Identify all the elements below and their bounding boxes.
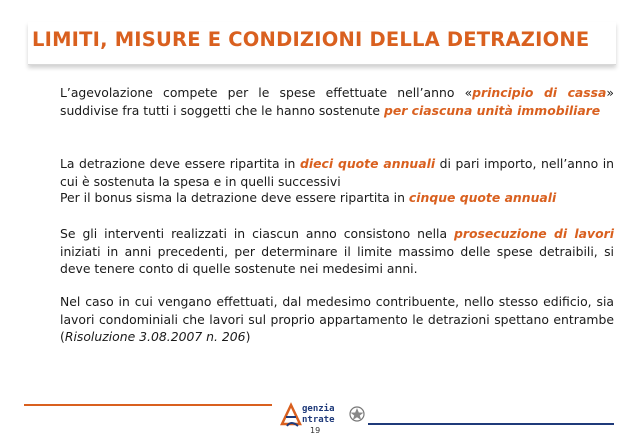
text-segment: L’agevolazione compete per le spese effettuate nell’anno « <box>60 85 473 100</box>
paragraph-dieci-quote <box>60 155 614 190</box>
text-segment: Per il bonus sisma la detrazione deve essere ripartita in <box>60 190 409 205</box>
highlight-cinque-quote-annuali: cinque quote annuali <box>408 190 557 205</box>
footer-divider-left <box>24 404 272 406</box>
highlight-prosecuzione-di-lavori: prosecuzione di lavori <box>454 226 614 241</box>
paragraph-principio-di-cassa <box>60 84 614 119</box>
logo-text-bottom: ntrate <box>302 415 335 425</box>
agenzia-entrate-logo <box>278 402 368 428</box>
text-segment: La detrazione deve essere ripartita in <box>60 156 300 171</box>
footer-divider-right <box>368 423 614 425</box>
text-segment: ) <box>245 329 251 344</box>
slide-title: LIMITI, MISURE E CONDIZIONI DELLA DETRAZIONE <box>32 28 590 51</box>
highlight-principio-di-cassa: principio di cassa <box>472 85 607 100</box>
risoluzione-reference: Risoluzione 3.08.2007 n. 206 <box>64 329 246 344</box>
text-segment: » suddivise fra tutti i soggetti che le hanno sostenute <box>60 85 614 118</box>
highlight-dieci-quote-annuali: dieci quote annuali <box>299 156 436 171</box>
text-segment: Nel caso in cui vengano effettuati, dal medesimo contribuente, nello stesso edificio, sia lavori condominiali che lavori sul proprio appartamento le detrazioni spettano entrambe ( <box>60 294 614 344</box>
page-number: 19 <box>310 426 321 435</box>
text-segment: iniziati in anni precedenti, per determinare il limite massimo delle spese detraibili, si deve tenere conto di quelle sostenute nei medesimi anni. <box>60 243 614 276</box>
text-segment: Se gli interventi realizzati in ciascun anno consistono nella <box>60 226 455 241</box>
paragraph-prosecuzione-lavori <box>60 225 614 278</box>
paragraph-lavori-condominiali <box>60 293 614 346</box>
paragraph-bonus-sisma <box>60 189 614 207</box>
title-bar <box>28 22 616 65</box>
highlight-unita-immobiliare: per ciascuna unità immobiliare <box>383 102 601 118</box>
logo-mark-icon <box>278 402 304 428</box>
emblem-icon <box>348 404 366 424</box>
logo-text-top: genzia <box>302 404 335 414</box>
text-segment: di pari importo, nell’anno in cui è sostenuta la spesa e in quelli successivi <box>60 156 615 189</box>
